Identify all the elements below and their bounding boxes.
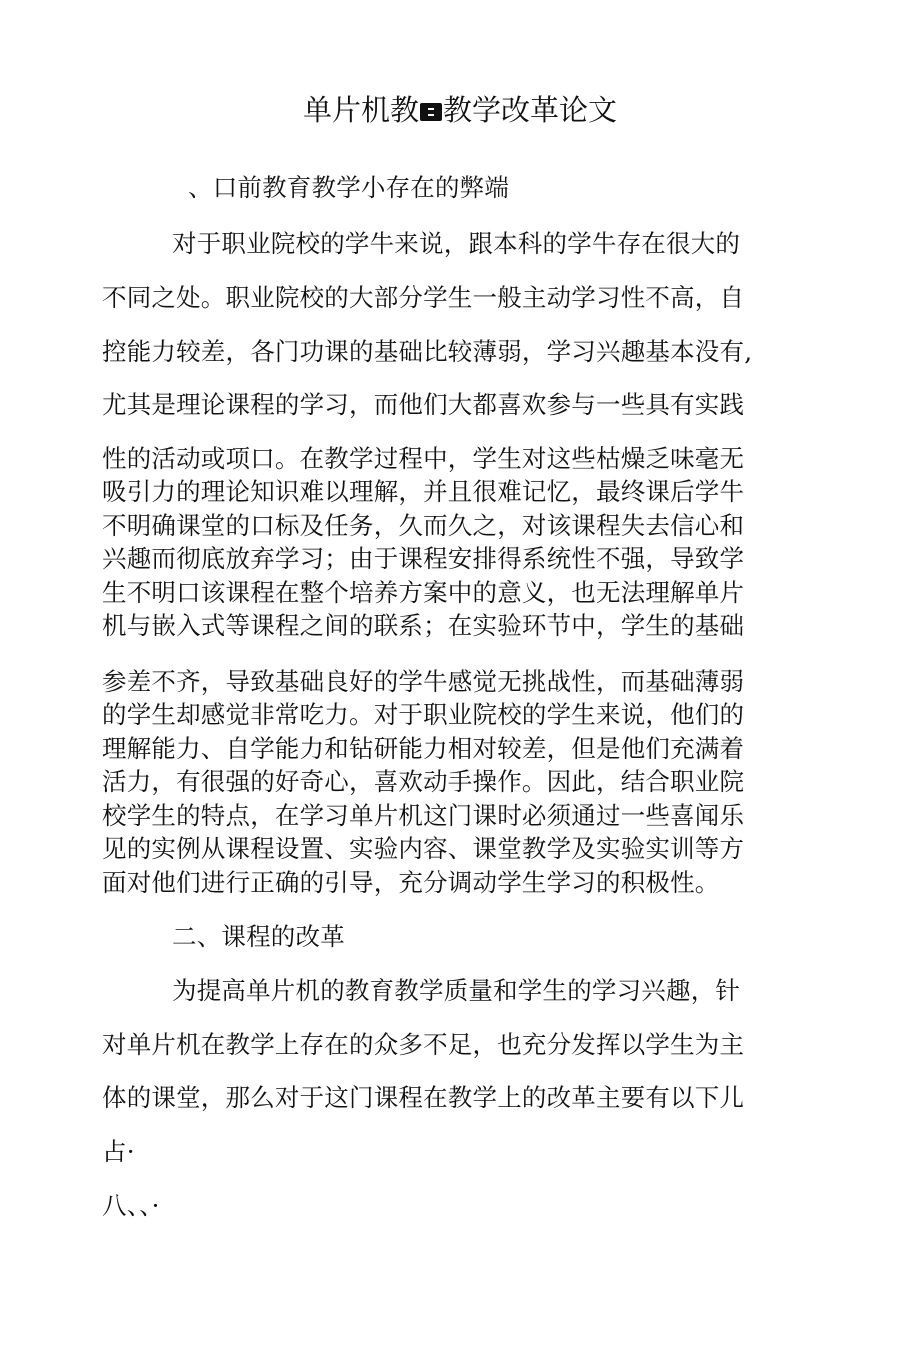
paragraph-line: 兴趣而彻底放弃学习；由于课程安排得系统性不强，导致学: [102, 544, 745, 573]
paragraph-line: 理解能力、自学能力和钻研能力相对较差，但是他们充满着: [102, 734, 745, 763]
paragraph-line: 参差不齐，导致基础良好的学牛感觉无挑战性，而基础薄弱: [102, 667, 745, 696]
section-heading-1: 、口前教育教学小存在的弊端: [188, 173, 510, 202]
document-title: [0, 90, 920, 130]
title-text-part2: 教学改革论文: [443, 93, 618, 127]
paragraph-line: 机与嵌入式等课程之间的联系；在实验环节中，学生的基础: [102, 611, 745, 640]
paragraph-line: 对于职业院校的学牛来说，跟本科的学牛存在很大的: [172, 229, 741, 258]
redaction-mark-icon: [420, 103, 442, 121]
paragraph-line: 为提高单片机的教育教学质量和学生的学习兴趣，针: [172, 976, 741, 1005]
paragraph-line: 不同之处。职业院校的大部分学生一般主动学习性不高，自: [102, 283, 745, 312]
paragraph-line: 占·: [102, 1137, 135, 1166]
paragraph-line: 生不明口该课程在整个培养方案中的意义，也无法理解单片: [102, 578, 745, 607]
title-text-part1: 单片机教: [302, 93, 419, 127]
paragraph-line: 性的活动或项口。在教学过程中，学生对这些枯燥乏味毫无: [102, 444, 745, 473]
paragraph-line: 控能力较差，各门功课的基础比较薄弱，学习兴趣基本没有,: [102, 337, 753, 366]
paragraph-line: 见的实例从课程设置、实验内容、课堂教学及实验实训等方: [102, 834, 745, 863]
paragraph-line: 对单片机在教学上存在的众多不足，也充分发挥以学生为主: [102, 1030, 745, 1059]
paragraph-line: 活力，有很强的好奇心，喜欢动手操作。因此，结合职业院: [102, 767, 745, 796]
paragraph-line: 面对他们进行正确的引导，充分调动学生学习的积极性。: [102, 868, 720, 897]
paragraph-line: 的学生却感觉非常吃力。对于职业院校的学生来说，他们的: [102, 700, 745, 729]
paragraph-line: 不明确课堂的口标及任务，久而久之，对该课程失去信心和: [102, 511, 745, 540]
paragraph-line: 八、、·: [102, 1191, 160, 1220]
paragraph-line: 校学生的特点，在学习单片机这门课时必须通过一些喜闻乐: [102, 801, 745, 830]
section-heading-2: 二、课程的改革: [172, 922, 345, 951]
paragraph-line: 体的课堂，那么对于这门课程在教学上的改革主要有以下儿: [102, 1083, 745, 1112]
paragraph-line: 尤其是理论课程的学习，而他们大都喜欢参与一些具有实践: [102, 390, 745, 419]
paragraph-line: 吸引力的理论知识难以理解，并且很难记忆，最终课后学牛: [102, 477, 745, 506]
